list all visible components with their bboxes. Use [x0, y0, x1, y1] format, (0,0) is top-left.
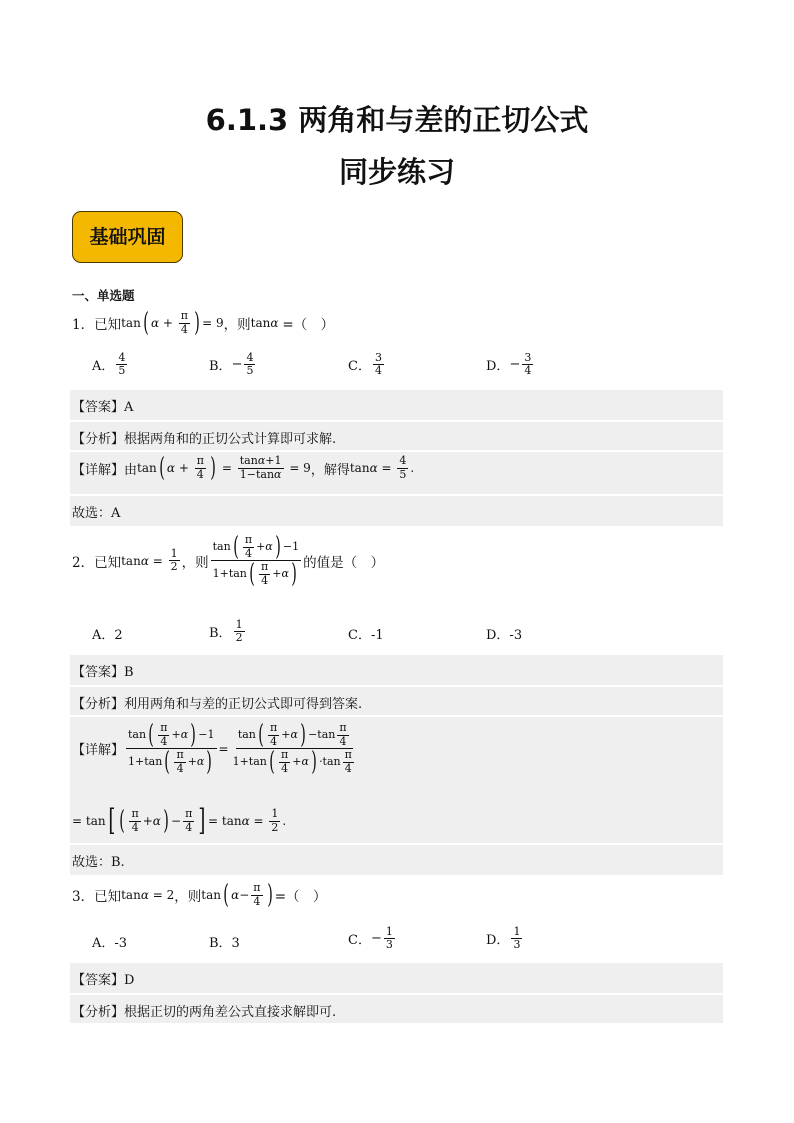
q2-answer: 【答案】B	[72, 665, 134, 680]
q2-expression: tan ( $\frac{\pi}{4}$ + α ) −1 1+tan ( $\frac{\pi}{4}$ + α )	[212, 532, 300, 589]
q2-option-a[interactable]: A．2	[92, 628, 123, 643]
q2-analysis: 【分析】利用两角和与差的正切公式即可得到答案.	[72, 697, 363, 712]
q3-option-d[interactable]: D． $\frac{1}{3}$	[486, 925, 521, 952]
q3-expression: tan ( α − $\frac{\pi}{4}$ )	[201, 880, 273, 910]
q2-option-b[interactable]: B． $\frac{1}{2}$	[209, 618, 243, 645]
question-2: 2．已知 tan α = $\frac{1}{2}$ ，则 tan ( $\frac{\pi}{4}$ + α ) −1 1+tan ( $\frac{\pi}{4}$ + α ) 的值是（ ）	[72, 532, 385, 589]
q3-answer: 【答案】D	[72, 973, 135, 988]
q3-answer-bg	[70, 963, 723, 993]
q1-option-b[interactable]: B． − $\frac{4}{5}$	[209, 351, 254, 378]
q1-answer-bg	[70, 390, 723, 420]
q1-answer: 【答案】A	[72, 400, 134, 415]
q2-mid: ，则	[181, 554, 209, 571]
q1-option-d[interactable]: D． − $\frac{3}{4}$	[486, 351, 532, 378]
section-heading: 一、单选题	[72, 288, 135, 303]
q1-mid: ，则	[223, 317, 251, 333]
q3-option-c[interactable]: C． − $\frac{1}{3}$	[348, 925, 393, 952]
q3-option-b[interactable]: B．3	[209, 936, 240, 951]
q1-choose: 故选：A	[72, 506, 121, 521]
document-title: 6.1.3 两角和与差的正切公式	[205, 103, 589, 137]
q3-option-a[interactable]: A．-3	[92, 936, 128, 951]
question-1	[72, 310, 334, 336]
q3-suffix: =（ ）	[274, 889, 327, 905]
q1-analysis: 【分析】根据两角和的正切公式计算即可求解.	[72, 432, 337, 447]
q2-choose-bg	[70, 845, 723, 875]
q2-prefix: 2．已知	[72, 554, 122, 571]
q3-mid: ，则	[174, 889, 202, 905]
q2-detail: 【详解】 tan ( $\frac{\pi}{4}$ + α ) −1 1+tan ( $\frac{\pi}{4}$ + α ) = tan ( $\frac{\pi}{4}$ + α ) −tan $\frac{\pi}{4}$ 1+tan ( $\frac{\pi}{4}$ + α ) ·tan $\frac{\pi}{4}$	[72, 720, 352, 777]
document-subtitle: 同步练习	[338, 155, 455, 189]
q2-suffix: 的值是（ ）	[303, 554, 385, 571]
q2-option-d[interactable]: D．-3	[486, 628, 523, 643]
q1-suffix: =（ ）	[282, 317, 335, 333]
q1-target: tan α	[250, 316, 279, 330]
question-3: 3．已知 tan α = 2 ，则 tan ( α − $\frac{\pi}{4}$ ) =（ ）	[72, 880, 327, 910]
section-badge: 基础巩固	[72, 211, 183, 263]
q2-detail-2: = tan [ ( $\frac{\pi}{4}$ + α ) − $\frac{\pi}{4}$ ] = tan α = $\frac{1}{2}$ .	[72, 803, 287, 838]
q1-prefix: 1．已知	[72, 317, 122, 333]
q3-prefix: 3．已知	[72, 889, 122, 905]
q2-answer-bg	[70, 655, 723, 685]
q2-option-c[interactable]: C．-1	[348, 628, 384, 643]
q1-detail: 【详解】由 tan ( α + $\frac{\pi}{4}$ ) = tan α +1 1−tan α = 9 ，解得 tan α = $\frac{4}{5}$ .	[72, 453, 415, 483]
q1-option-c[interactable]: C． $\frac{3}{4}$	[348, 351, 382, 378]
q2-choose: 故选：B.	[72, 855, 125, 870]
q1-option-a[interactable]: A． $\frac{4}{5}$	[92, 351, 126, 378]
q1-choose-bg	[70, 496, 723, 526]
q3-analysis: 【分析】根据正切的两角差公式直接求解即可.	[72, 1005, 337, 1020]
q1-expression: tan ( α + $\frac{\pi}{4}$ ) = 9	[121, 308, 224, 338]
